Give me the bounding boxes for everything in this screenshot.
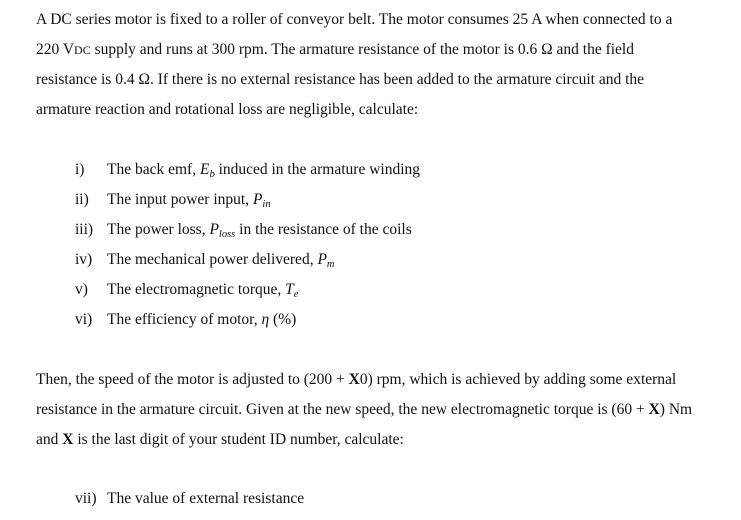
- item-number: i): [75, 161, 85, 178]
- question-list: [75, 155, 420, 335]
- problem-intro-paragraph: [36, 5, 696, 125]
- item-subscript: b: [209, 169, 215, 180]
- item-subscript: m: [326, 259, 335, 270]
- item-text: The efficiency of motor,: [107, 311, 262, 328]
- item-text: The electromagnetic torque,: [107, 281, 286, 298]
- item-text: The input power input,: [107, 191, 253, 208]
- second-part-paragraph: [36, 365, 696, 455]
- item-tail: (%): [269, 311, 297, 328]
- intro-text-part1: A DC series motor is fixed to a roller of conveyor belt. The motor consumes 25 A when connected to a 220 V: [36, 11, 673, 58]
- item-text: The back emf,: [107, 161, 200, 178]
- x-variable: X: [348, 371, 360, 388]
- item-variable: P: [317, 251, 327, 268]
- item-variable: η: [261, 311, 270, 328]
- item-subscript: in: [262, 199, 271, 210]
- final-question-list: [75, 484, 304, 514]
- second-text-part1: Then, the speed of the motor is adjusted to (200 +: [36, 371, 349, 388]
- list-item: [75, 155, 420, 185]
- item-tail: in the resistance of the coils: [235, 221, 412, 238]
- list-item: [75, 484, 304, 514]
- item-subscript: e: [293, 289, 299, 300]
- intro-text-part2: supply and runs at 300 rpm. The armature resistance of the motor is 0.6 Ω and the field resistance is 0.4 Ω. If there is no external resistance has been added to the armature circuit and the armature reaction and rotational loss are negligible, calculate:: [36, 41, 645, 118]
- second-text-part4: is the last digit of your student ID number, calculate:: [73, 431, 404, 448]
- item-number: ii): [75, 191, 89, 208]
- list-item: [75, 245, 420, 275]
- item-text: The mechanical power delivered,: [107, 251, 318, 268]
- item-number: v): [75, 281, 88, 298]
- item-text: The power loss,: [107, 221, 210, 238]
- second-text-part3: ) Nm and: [36, 401, 693, 448]
- item-number: vi): [75, 311, 93, 328]
- list-item: [75, 185, 420, 215]
- dc-subscript: DC: [74, 43, 91, 57]
- item-number: iv): [75, 251, 93, 268]
- item-tail: induced in the armature winding: [214, 161, 421, 178]
- item-number: iii): [75, 221, 94, 238]
- item-variable: E: [199, 161, 210, 178]
- item-variable: P: [209, 221, 219, 238]
- item-text: The value of external resistance: [107, 490, 305, 507]
- list-item: [75, 215, 420, 245]
- x-variable: X: [648, 401, 660, 418]
- list-item: [75, 275, 420, 305]
- item-subscript: loss: [218, 229, 236, 240]
- second-text-part2: 0) rpm, which is achieved by adding some external resistance in the armature circuit. Given at the new speed, the new electromagnetic torque is (60 +: [36, 371, 677, 418]
- x-variable: X: [62, 431, 74, 448]
- list-item: [75, 305, 420, 335]
- item-variable: P: [252, 191, 263, 208]
- item-variable: T: [285, 281, 294, 298]
- item-number: vii): [75, 490, 97, 507]
